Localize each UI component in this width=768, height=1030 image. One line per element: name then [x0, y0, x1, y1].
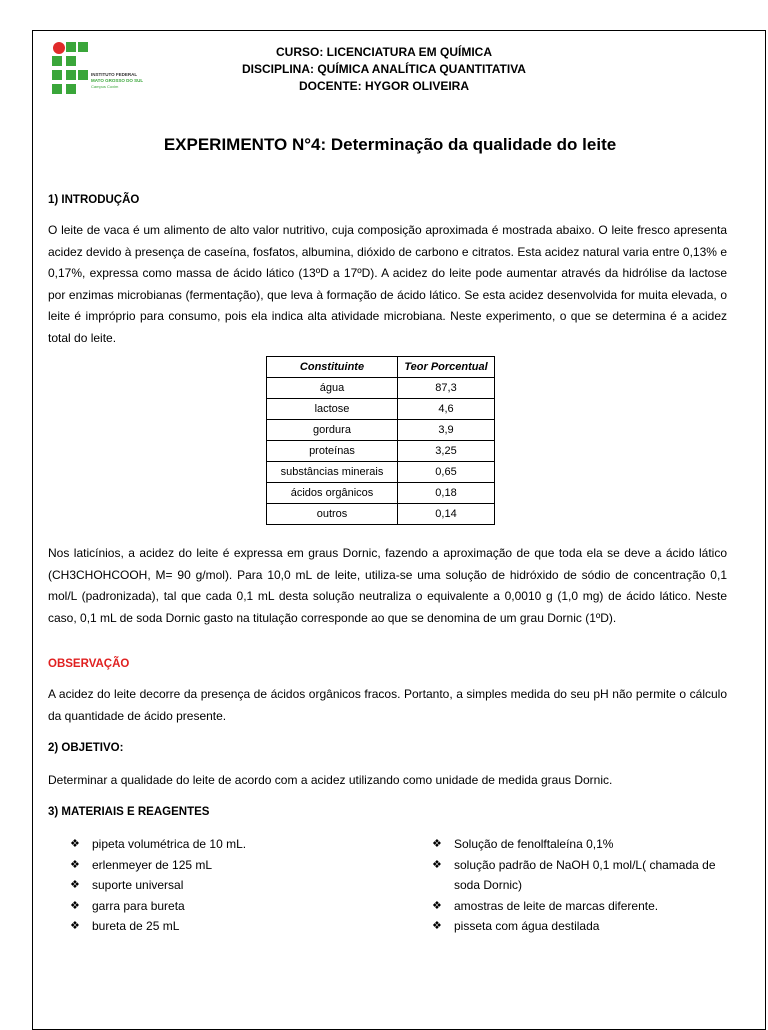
list-item-text: amostras de leite de marcas diferente.	[454, 898, 659, 913]
table-cell: ácidos orgânicos	[267, 483, 398, 504]
institute-logo	[50, 42, 150, 104]
course-line: CURSO: LICENCIATURA EM QUÍMICA	[276, 45, 492, 59]
intro-paragraph: O leite de vaca é um alimento de alto valor nutritivo, cuja composição aproximada é mostrada abaixo. O leite fresco apresenta acidez devido à presença de caseína, fosfatos, albumina, dióxido de carbono e citratos. Esta acidez natural varia entre 0,13% e 0,17%, expressa como massa de ácido lático (13ºD a 17ºD). A acidez do leite pode aumentar através da hidrólise da lactose por enzimas microbianas (fermentação), que leva à formação de ácido lático. Se esta acidez desenvolvida for muita elevada, o leite é impróprio para consumo, pois ela indica alta atividade microbiana. Neste experimento, o que se determina é a acidez total do leite.	[48, 223, 727, 345]
table-row	[267, 504, 495, 525]
materials-list-right	[432, 834, 732, 937]
logo-square	[66, 42, 76, 52]
table-cell: 0,14	[398, 504, 495, 525]
list-item-text: bureta de 25 mL	[92, 919, 180, 933]
logo-square	[78, 70, 88, 80]
composition-table	[266, 356, 495, 525]
diamond-bullet-icon: ❖	[432, 920, 442, 932]
table-cell: gordura	[267, 420, 398, 441]
logo-square	[66, 84, 76, 94]
materials-heading: 3) MATERIAIS E REAGENTES	[48, 806, 210, 818]
logo-square	[52, 70, 62, 80]
logo-graphic	[50, 42, 150, 104]
table-row	[267, 399, 495, 420]
table-header-percent: Teor Porcentual	[398, 357, 495, 378]
logo-line2: MATO GROSSO DO SUL	[91, 78, 144, 83]
page-title: EXPERIMENTO N°4: Determinação da qualidade do leite	[163, 135, 617, 154]
table-cell: 0,18	[398, 483, 495, 504]
objective-heading: 2) OBJETIVO:	[48, 742, 124, 754]
table-row	[267, 420, 495, 441]
intro-heading: 1) INTRODUÇÃO	[48, 194, 140, 206]
logo-square	[66, 56, 76, 66]
list-item-text: pipeta volumétrica de 10 mL.	[92, 837, 247, 851]
list-item	[70, 855, 370, 876]
diamond-bullet-icon: ❖	[70, 858, 80, 871]
table-cell: outros	[267, 504, 398, 525]
list-item	[70, 896, 370, 917]
table-cell: 0,65	[398, 462, 495, 483]
list-item	[70, 875, 370, 896]
discipline-line: DISCIPLINA: QUÍMICA ANALÍTICA QUANTITATIVA	[242, 62, 526, 76]
objective-text: Determinar a qualidade do leite de acordo com a acidez utilizando como unidade de medida graus Dornic.	[48, 773, 613, 787]
logo-line1: INSTITUTO FEDERAL	[91, 72, 138, 77]
observation-text: A acidez do leite decorre da presença de ácidos orgânicos fracos. Portanto, a simples medida do seu pH não permite o cálculo da quantidade de ácido presente.	[48, 687, 727, 723]
logo-square	[52, 56, 62, 66]
diamond-bullet-icon: ❖	[432, 858, 442, 871]
table-row	[267, 483, 495, 504]
table-cell: 3,25	[398, 441, 495, 462]
list-item	[432, 834, 732, 855]
logo-square	[52, 84, 62, 94]
logo-square	[78, 42, 88, 52]
list-item	[432, 896, 732, 917]
table-header-row	[267, 357, 495, 378]
table-cell: água	[267, 378, 398, 399]
teacher-line: DOCENTE: HYGOR OLIVEIRA	[298, 79, 469, 93]
document-header	[180, 44, 588, 95]
logo-square	[66, 70, 76, 80]
diamond-bullet-icon: ❖	[70, 838, 80, 850]
diamond-bullet-icon: ❖	[432, 899, 442, 912]
table-cell: 87,3	[398, 378, 495, 399]
table-row	[267, 462, 495, 483]
table-cell: 4,6	[398, 399, 495, 420]
table-cell: 3,9	[398, 420, 495, 441]
table-cell: substâncias minerais	[267, 462, 398, 483]
list-item-text: garra para bureta	[92, 898, 185, 913]
dornic-paragraph: Nos laticínios, a acidez do leite é expressa em graus Dornic, fazendo a aproximação de que toda ela se deve a ácido lático (CH3CHOHCOOH, M= 90 g/mol). Para 10,0 mL de leite, utiliza-se uma solução de hidróxido de sódio de concentração 0,1 mol/L (padronizada), tal que cada 0,1 mL desta solução neutraliza o equivalente a 0,0010 g (1,0 mg) de ácido lático. Neste caso, 0,1 mL de soda Dornic gasto na titulação corresponde ao que se denomina de um grau Dornic (1ºD).	[48, 546, 727, 625]
list-item	[432, 916, 732, 937]
materials-list-left	[70, 834, 370, 937]
table-header-constituent: Constituinte	[267, 357, 398, 378]
list-item-text: pisseta com água destilada	[454, 919, 600, 933]
diamond-bullet-icon: ❖	[70, 899, 80, 912]
diamond-bullet-icon: ❖	[432, 838, 442, 850]
logo-red-dot	[53, 42, 65, 54]
list-item-text: suporte universal	[92, 878, 184, 892]
list-item	[70, 834, 370, 855]
observation-heading: OBSERVAÇÃO	[48, 658, 130, 670]
table-row	[267, 441, 495, 462]
diamond-bullet-icon: ❖	[70, 920, 80, 932]
diamond-bullet-icon: ❖	[70, 879, 80, 891]
table-row	[267, 378, 495, 399]
table-cell: lactose	[267, 399, 398, 420]
list-item	[432, 855, 732, 896]
list-item-text: Solução de fenolftaleína 0,1%	[454, 837, 614, 851]
list-item	[70, 916, 370, 937]
list-item-text: erlenmeyer de 125 mL	[92, 857, 213, 872]
logo-line3: Campus Coxim	[91, 84, 119, 89]
list-item-text: solução padrão de NaOH 0,1 mol/L( chamada de soda Dornic)	[454, 857, 716, 892]
table-cell: proteínas	[267, 441, 398, 462]
